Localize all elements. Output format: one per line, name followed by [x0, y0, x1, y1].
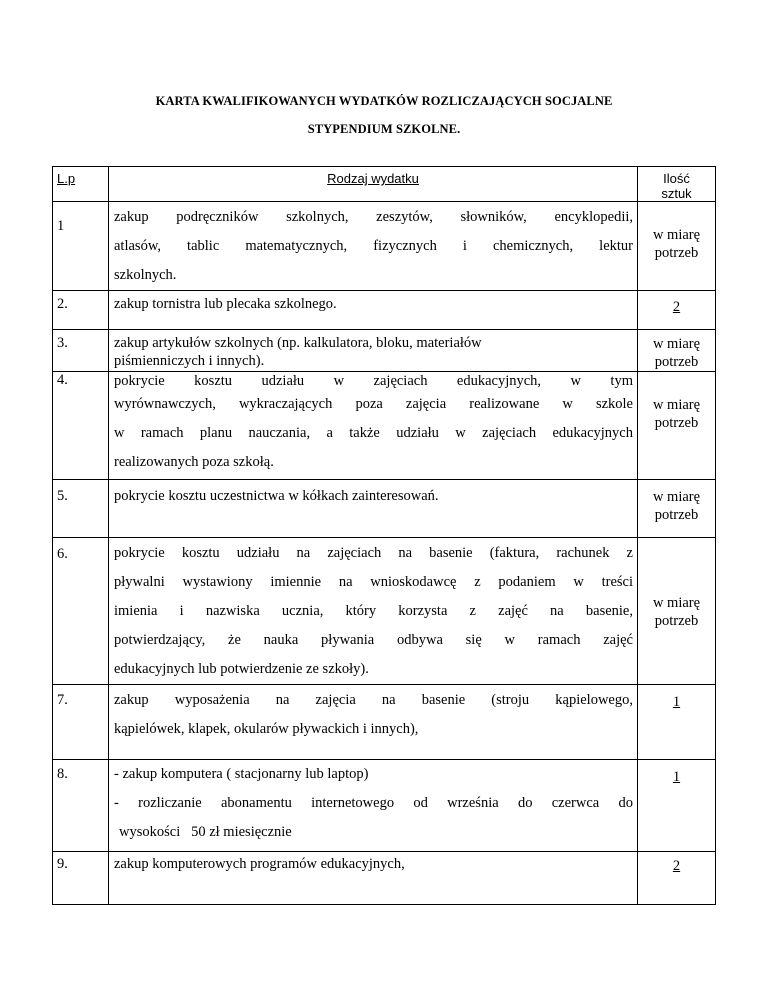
row-quantity — [638, 372, 716, 480]
row-quantity — [638, 538, 716, 685]
desc-line: szkolnych. — [114, 267, 177, 283]
desc-line: kąpielówek, klapek, okularów pływackich i innych), — [114, 721, 419, 737]
header-rodzaj: Rodzaj wydatku — [109, 167, 638, 202]
desc-line: pokrycie kosztu udziału w zajęciach edukacyjnych, w tym — [114, 373, 633, 389]
table-row — [53, 330, 716, 372]
row-description — [109, 480, 638, 538]
desc-line: pokrycie kosztu uczestnictwa w kółkach zainteresowań. — [114, 488, 439, 504]
table-row — [53, 685, 716, 760]
header-ilosc-line2: sztuk — [661, 186, 692, 201]
desc-line: zakup tornistra lub plecaka szkolnego. — [114, 296, 337, 312]
qty-line: w miarę — [652, 336, 701, 352]
qty-line: potrzeb — [654, 245, 699, 261]
row-number: 3. — [53, 330, 109, 372]
header-ilosc — [638, 167, 716, 202]
row-number: 6. — [53, 538, 109, 685]
row-number: 5. — [53, 480, 109, 538]
row-number: 9. — [53, 852, 109, 905]
desc-line: - rozliczanie abonamentu internetowego od września do czerwca do — [114, 795, 633, 811]
row-quantity: 2 — [638, 852, 716, 905]
desc-line: zakup artykułów szkolnych (np. kalkulatora, bloku, materiałów — [114, 335, 482, 351]
qty-line: w miarę — [652, 489, 701, 505]
row-quantity: 2 — [638, 291, 716, 330]
row-description — [109, 372, 638, 480]
document-title-line2: STYPENDIUM SZKOLNE. — [307, 122, 461, 136]
desc-line: edukacyjnych lub potwierdzenie ze szkoły). — [114, 661, 369, 677]
row-quantity: 1 — [638, 760, 716, 852]
table-row — [53, 372, 716, 480]
row-description — [109, 538, 638, 685]
row-description — [109, 202, 638, 291]
header-lp: L.p — [53, 167, 109, 202]
desc-line: w ramach planu nauczania, a także udziału w zajęciach edukacyjnych — [114, 425, 633, 441]
desc-line: piśmienniczych i innych). — [114, 353, 265, 369]
table-row — [53, 291, 716, 330]
table-row — [53, 202, 716, 291]
row-number: 4. — [53, 372, 109, 480]
qty-line: potrzeb — [654, 415, 699, 431]
desc-line: potwierdzający, że nauka pływania odbywa się w ramach zajęć — [114, 632, 633, 648]
qty-line: w miarę — [652, 595, 701, 611]
qty-line: potrzeb — [654, 354, 699, 370]
table-row — [53, 538, 716, 685]
row-description — [109, 330, 638, 372]
row-number: 2. — [53, 291, 109, 330]
row-description — [109, 852, 638, 905]
row-quantity — [638, 480, 716, 538]
row-quantity — [638, 202, 716, 291]
row-quantity: 1 — [638, 685, 716, 760]
desc-line: pływalni wystawiony imiennie na wnioskodawcę z podaniem w treści — [114, 574, 633, 590]
qty-line: potrzeb — [654, 507, 699, 523]
desc-line: wysokości 50 zł miesięcznie — [119, 824, 292, 840]
document-title-line1: KARTA KWALIFIKOWANYCH WYDATKÓW ROZLICZAJĄCYCH SOCJALNE — [155, 94, 613, 108]
desc-line: atlasów, tablic matematycznych, fizycznych i chemicznych, lektur — [114, 238, 633, 254]
header-ilosc-line1: Ilość — [663, 171, 690, 186]
desc-line: wyrównawczych, wykraczających poza zajęcia realizowane w szkole — [114, 396, 633, 412]
desc-line: imienia i nazwiska ucznia, który korzysta z zajęć na basenie, — [114, 603, 633, 619]
row-description — [109, 685, 638, 760]
desc-line: pokrycie kosztu udziału na zajęciach na basenie (faktura, rachunek z — [114, 545, 633, 561]
qty-line: potrzeb — [654, 613, 699, 629]
row-number: 8. — [53, 760, 109, 852]
table-header-row — [53, 167, 716, 202]
desc-line: - zakup komputera ( stacjonarny lub laptop) — [114, 766, 369, 782]
expenses-table — [52, 166, 716, 905]
qty-line: w miarę — [652, 397, 701, 413]
row-description — [109, 291, 638, 330]
desc-line: zakup wyposażenia na zajęcia na basenie (stroju kąpielowego, — [114, 692, 633, 708]
desc-line: zakup podręczników szkolnych, zeszytów, słowników, encyklopedii, — [114, 209, 633, 225]
desc-line: realizowanych poza szkołą. — [114, 454, 274, 470]
table-row — [53, 760, 716, 852]
table-row — [53, 480, 716, 538]
row-number: 7. — [53, 685, 109, 760]
desc-line: zakup komputerowych programów edukacyjnych, — [114, 856, 405, 872]
row-quantity — [638, 330, 716, 372]
table-row — [53, 852, 716, 905]
row-description — [109, 760, 638, 852]
qty-line: w miarę — [652, 227, 701, 243]
row-number: 1 — [53, 202, 109, 291]
